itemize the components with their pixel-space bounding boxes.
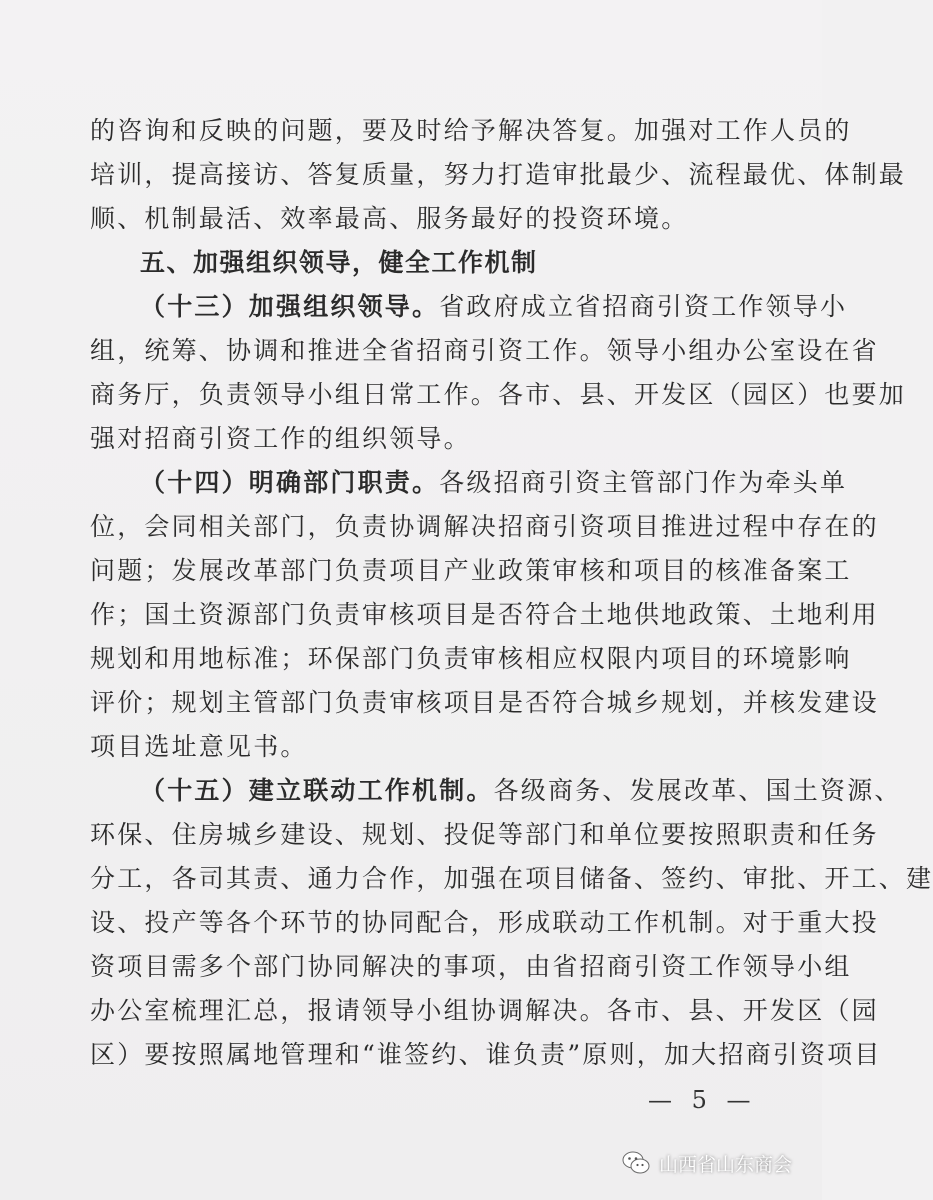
clause-text: 各级招商引资主管部门作为牵头单: [439, 468, 848, 497]
body-line: 规划和用地标准；环保部门负责审核相应权限内项目的环境影响: [90, 644, 852, 673]
paragraph-line: [140, 468, 848, 498]
clause-title: （十五）建立联动工作机制。: [140, 776, 494, 805]
body-line: 办公室梳理汇总，报请领导小组协调解决。各市、县、开发区（园: [90, 996, 879, 1025]
body-line: 组，统筹、协调和推进全省招商引资工作。领导小组办公室设在省: [90, 336, 879, 365]
body-line: 商务厅，负责领导小组日常工作。各市、县、开发区（园区）也要加: [90, 380, 907, 409]
clause-title: （十三）加强组织领导。: [140, 292, 440, 321]
body-line: 培训，提高接访、答复质量，努力打造审批最少、流程最优、体制最: [90, 160, 907, 189]
body-line: 位，会同相关部门，负责协调解决招商引资项目推进过程中存在的: [90, 512, 879, 541]
body-line: 作；国土资源部门负责审核项目是否符合土地供地政策、土地利用: [90, 600, 879, 629]
body-line: 问题；发展改革部门负责项目产业政策审核和项目的核准备案工: [90, 556, 852, 585]
body-line: 评价；规划主管部门负责审核项目是否符合城乡规划，并核发建设: [90, 688, 879, 717]
section-heading: 五、加强组织领导，健全工作机制: [140, 248, 538, 277]
body-line: 顺、机制最活、效率最高、服务最好的投资环境。: [90, 204, 689, 233]
paragraph-line: [140, 776, 902, 806]
paragraph-line: [140, 292, 848, 322]
body-line: 设、投产等各个环节的协同配合，形成联动工作机制。对于重大投: [90, 908, 879, 937]
body-line: 项目选址意见书。: [90, 732, 308, 761]
body-line: 强对招商引资工作的组织领导。: [90, 424, 471, 453]
body-line: 区）要按照属地管理和“谁签约、谁负责”原则，加大招商引资项目: [90, 1040, 882, 1069]
body-line: 资项目需多个部门协同解决的事项，由省招商引资工作领导小组: [90, 952, 852, 981]
body-line: 环保、住房城乡建设、规划、投促等部门和单位要按照职责和任务: [90, 820, 879, 849]
clause-title: （十四）明确部门职责。: [140, 468, 440, 497]
clause-text: 省政府成立省招商引资工作领导小: [439, 292, 848, 321]
wechat-icon: [621, 1150, 651, 1176]
page-number: — 5 —: [648, 1086, 757, 1114]
body-line: 的咨询和反映的问题，要及时给予解决答复。加强对工作人员的: [90, 116, 852, 145]
watermark: [621, 1146, 792, 1180]
watermark-text: 山西省山东商会: [658, 1153, 792, 1176]
body-line: 分工，各司其责、通力合作，加强在项目储备、签约、审批、开工、建: [90, 864, 933, 893]
clause-text: 各级商务、发展改革、国土资源、: [493, 776, 902, 805]
